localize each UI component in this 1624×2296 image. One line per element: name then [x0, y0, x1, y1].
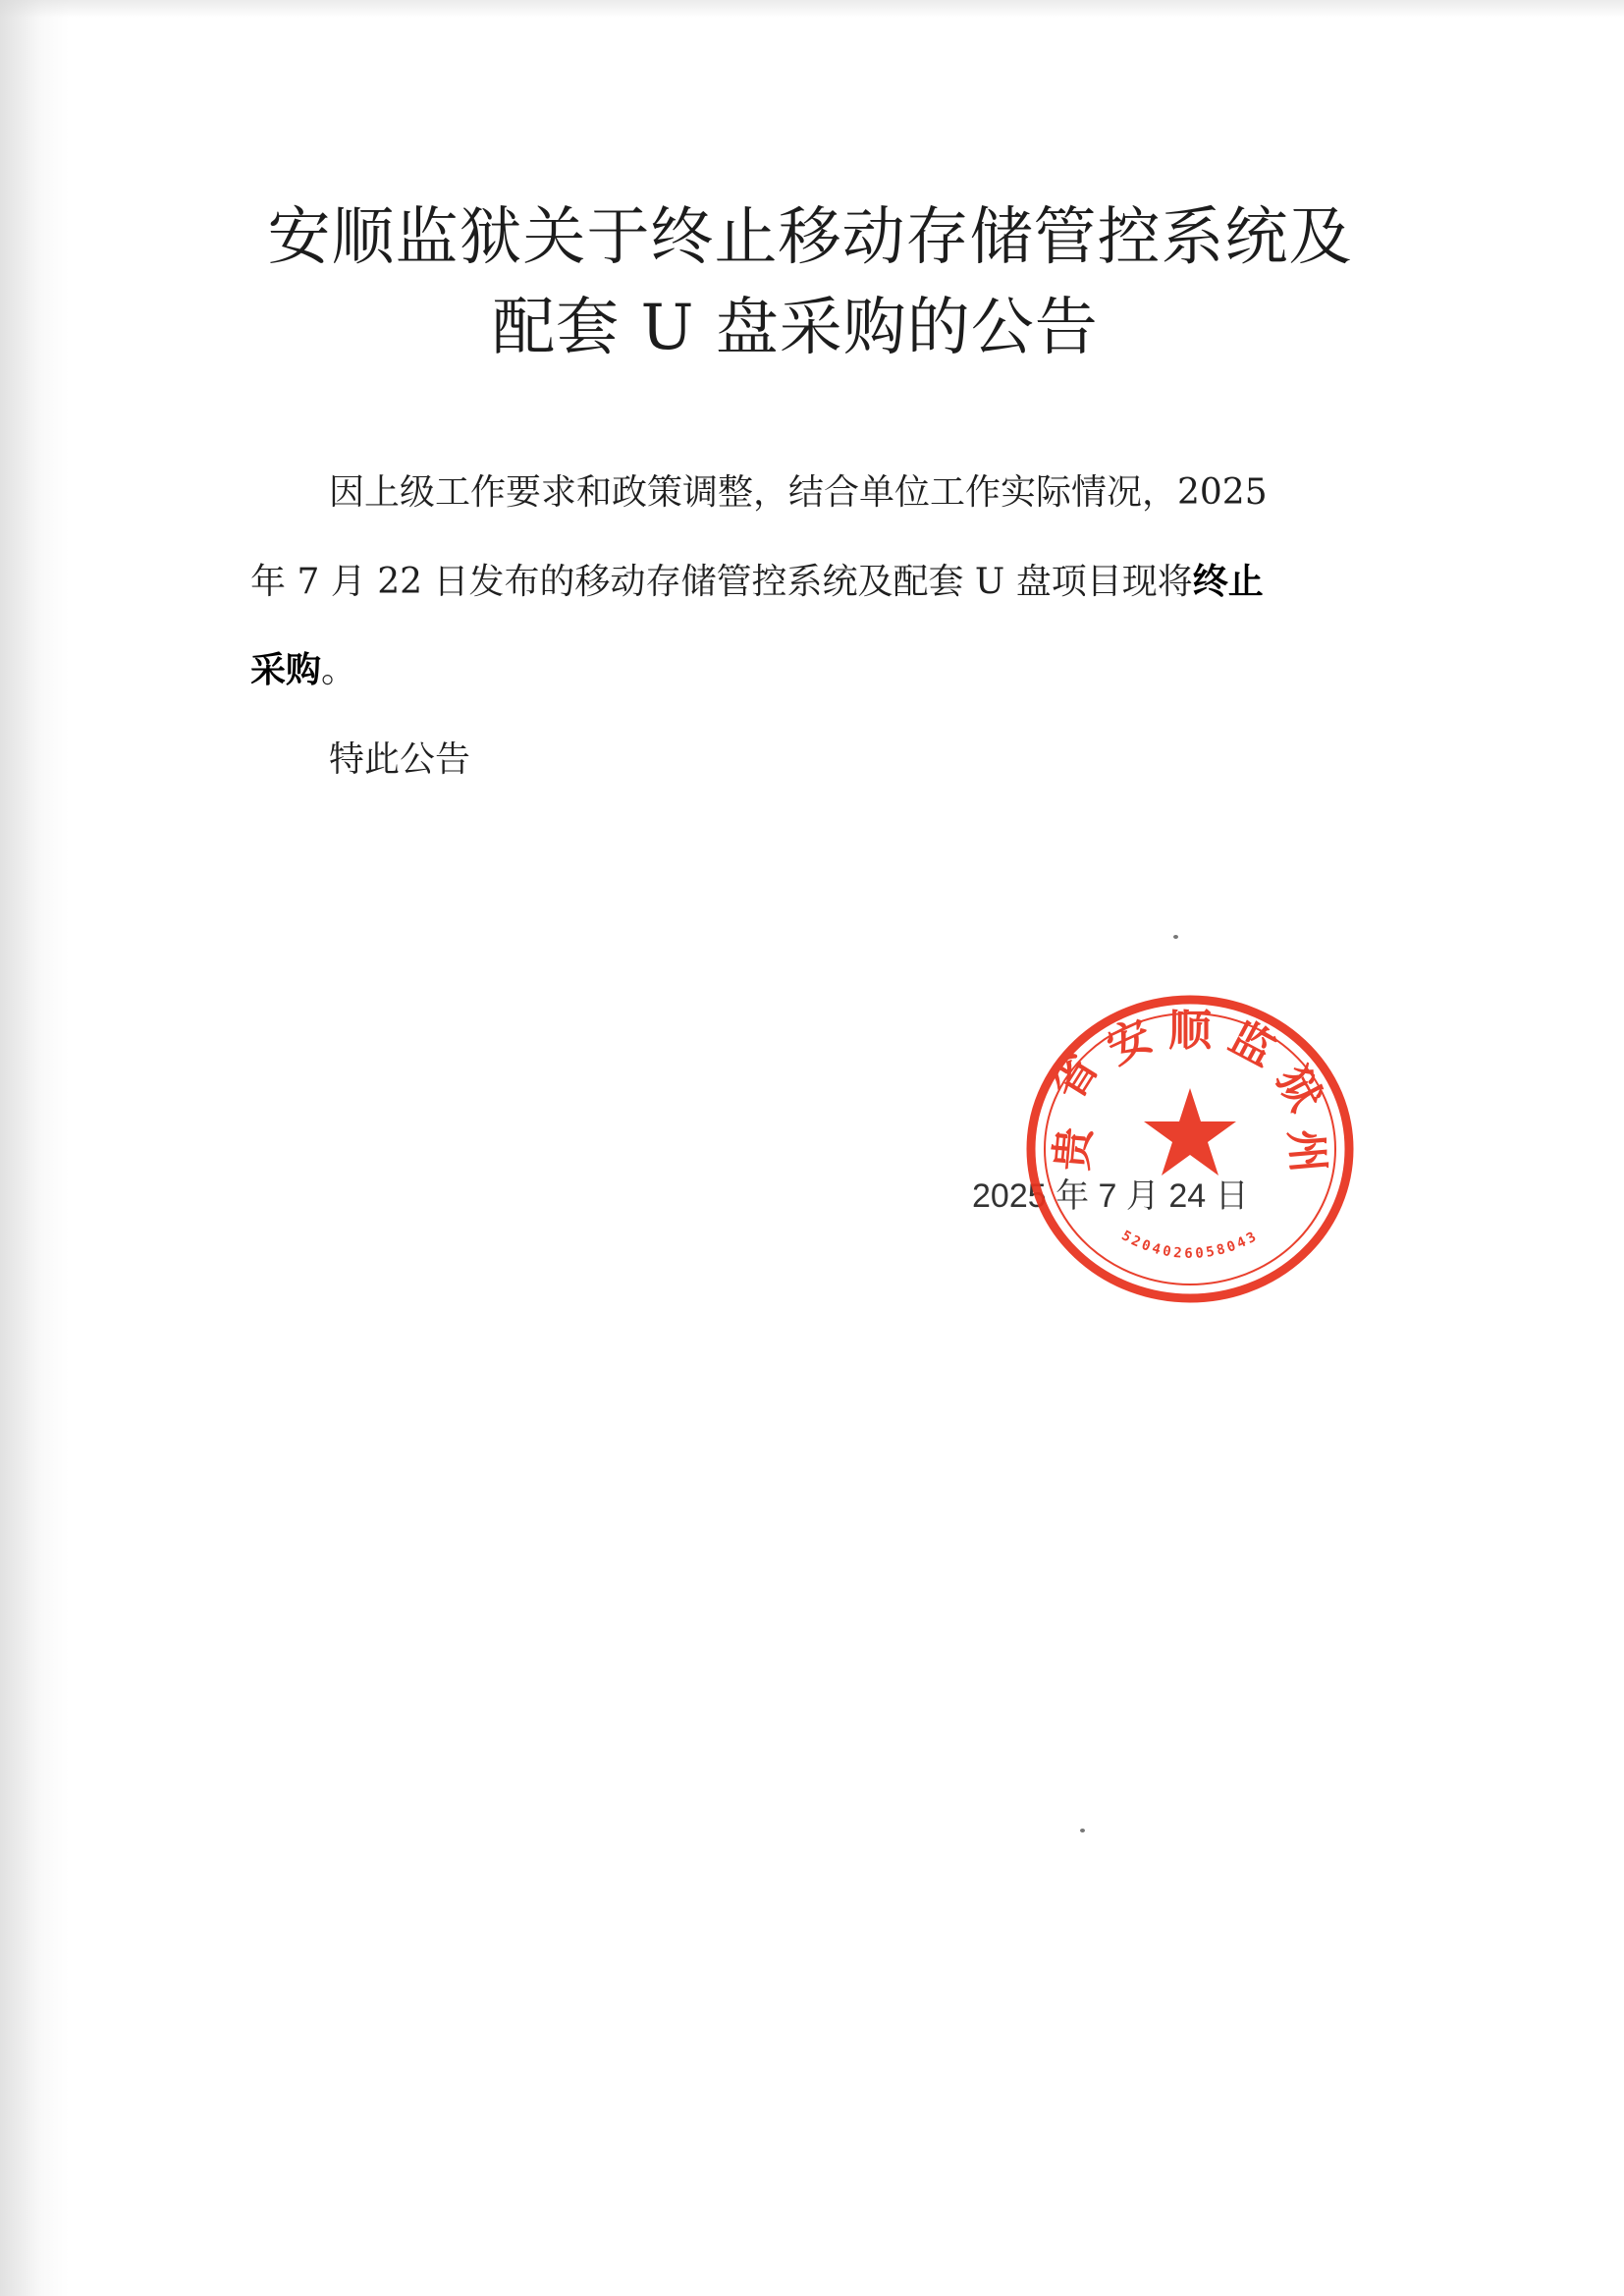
body-emphasis-terminate: 终止: [1192, 561, 1264, 602]
scan-speck: [1173, 935, 1178, 939]
seal-character: 州: [1279, 1126, 1333, 1175]
body-line-2: [250, 561, 1264, 602]
official-seal-stamp: [1013, 982, 1367, 1316]
body-line-3: [250, 649, 357, 690]
body-line-2-text: 年 7 月 22 日发布的移动存储管控系统及配套 U 盘项目现将: [250, 562, 1193, 602]
scan-edge-shading: [0, 0, 69, 2296]
seal-character: 省: [1042, 1045, 1109, 1109]
body-emphasis-procurement: 采购: [250, 649, 322, 690]
seal-serial-number: 5204026058043: [1118, 1228, 1262, 1262]
closing-remark: 特此公告: [329, 739, 471, 780]
document-title-line-2: 配套 U 盘采购的公告: [492, 292, 1099, 364]
body-line-1: 因上级工作要求和政策调整，结合单位工作实际情况，2025: [329, 472, 1268, 513]
seal-character: 监: [1220, 1011, 1283, 1077]
body-line-3-text: 。: [321, 650, 357, 690]
seal-character: 狱: [1266, 1058, 1331, 1121]
scan-speck: [1080, 1829, 1085, 1832]
seal-character: 顺: [1168, 1006, 1212, 1056]
scan-top-shading: [0, 0, 1624, 18]
issue-date: 2025 年 7 月 24 日: [972, 1177, 1249, 1215]
seal-character: 安: [1099, 1010, 1161, 1074]
seal-character: 贵: [1047, 1124, 1101, 1174]
document-title-line-1: 安顺监狱关于终止移动存储管控系统及: [267, 201, 1353, 274]
seal-star-icon: [1144, 1088, 1236, 1175]
